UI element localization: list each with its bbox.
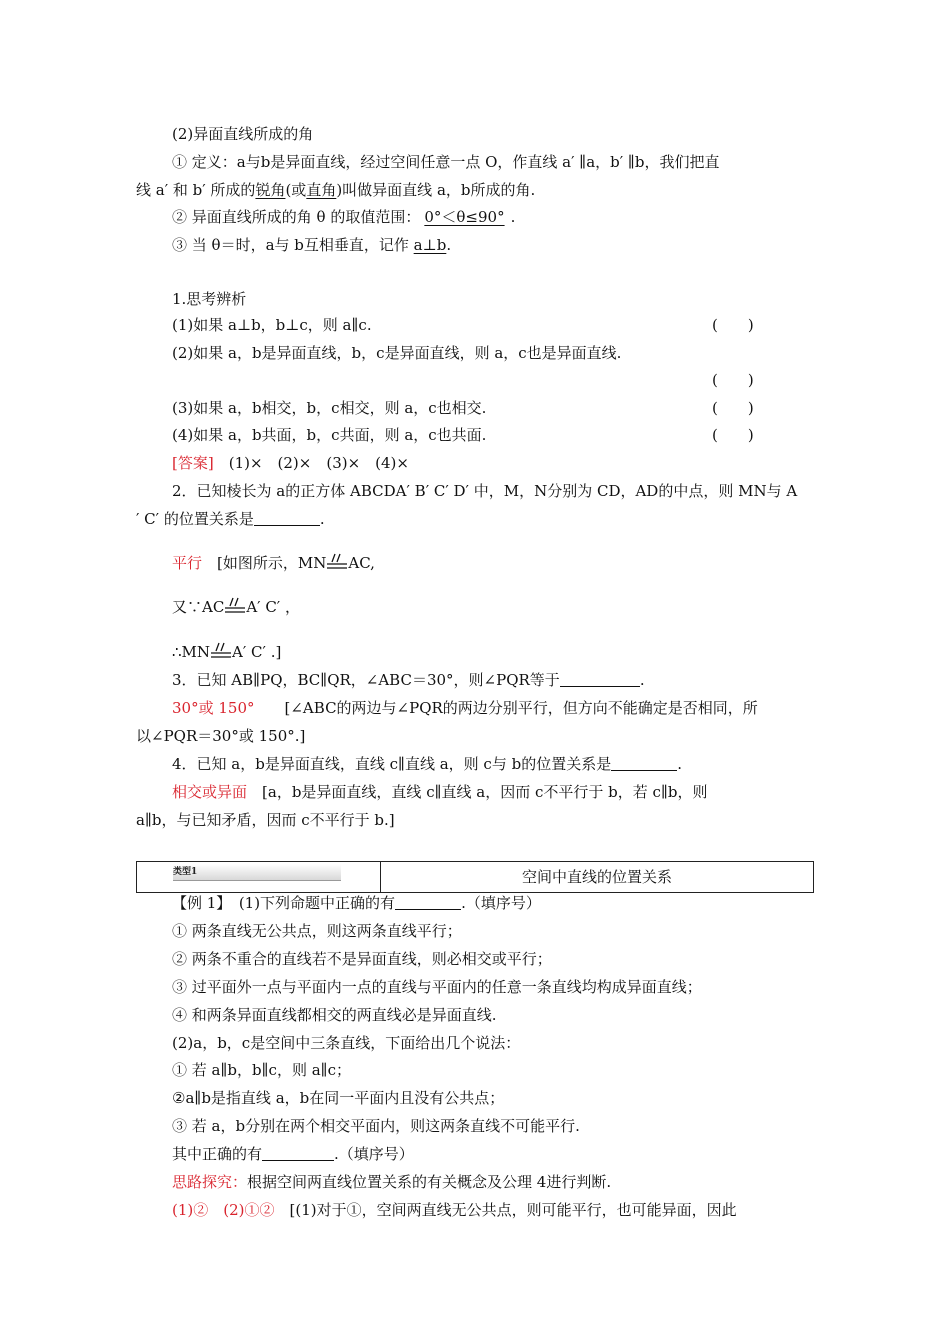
q2-end: . bbox=[319, 510, 325, 528]
answer-text: (1)× (2)× (3)× (4)× bbox=[213, 454, 409, 472]
q2-solution-3 bbox=[172, 642, 281, 662]
q2-solution-2 bbox=[172, 597, 300, 617]
q1-item-1: (1)如果 a⊥b，b⊥c，则 a∥c. bbox=[172, 316, 372, 334]
range-end: . bbox=[510, 208, 516, 226]
example-prompt-end: .（填序号） bbox=[461, 894, 541, 912]
q2-solution-1 bbox=[172, 553, 375, 573]
q3-text: 3．已知 AB∥PQ，BC∥QR，∠ABC＝30°，则∠PQR等于 bbox=[172, 671, 560, 689]
q1-item-3: (3)如果 a，b相交，b，c相交，则 a，c也相交. bbox=[172, 399, 487, 417]
perpendicular-line bbox=[172, 235, 451, 255]
list-item: ① 两条直线无公共点，则这两条直线平行； bbox=[172, 922, 462, 940]
example-part-2: (2)a，b，c是空间中三条直线，下面给出几个说法： bbox=[172, 1034, 521, 1052]
perp-end: . bbox=[446, 236, 452, 254]
q3-sol-text: [∠ABC的两边与∠PQR的两边分别平行，但方向不能确定是否相同，所 bbox=[284, 699, 758, 717]
q1-paren-3: ( ) bbox=[712, 399, 754, 417]
q2-sol-text-e: ∴MN bbox=[172, 643, 211, 661]
answer-acute-angle: 锐角 bbox=[255, 181, 286, 199]
type-badge: 类型1 bbox=[173, 864, 341, 881]
list-item: ③ 若 a，b分别在两个相交平面内，则这两条直线不可能平行. bbox=[172, 1117, 580, 1135]
definition-line-2 bbox=[136, 180, 535, 200]
answer-right-angle: 直角 bbox=[306, 181, 337, 199]
type-header bbox=[136, 861, 814, 893]
q1-paren-2: ( ) bbox=[712, 371, 754, 389]
example-label: 【例 1】 bbox=[172, 894, 224, 912]
parallel-equal-icon bbox=[210, 642, 232, 660]
idea-line bbox=[172, 1172, 611, 1192]
q2-line-1: 2．已知棱长为 a的正方体 ABCDA′ B′ C′ D′ 中，M，N分别为 CD，AD的中点，则 MN与 A bbox=[172, 482, 798, 500]
q2-blank bbox=[254, 511, 320, 526]
list-item: ④ 和两条异面直线都相交的两直线必是异面直线. bbox=[172, 1006, 497, 1024]
example-question-text: 其中正确的有 bbox=[172, 1145, 263, 1163]
q2-line-2 bbox=[136, 509, 325, 529]
q2-sol-text-a: [如图所示，MN bbox=[217, 554, 327, 572]
q4-sol-text: [a，b是异面直线，直线 c∥直线 a，因而 c不平行于 b，若 c∥b，则 bbox=[262, 783, 708, 801]
range-text: ② 异面直线所成的角 θ 的取值范围： bbox=[172, 208, 421, 226]
type-title: 空间中直线的位置关系 bbox=[521, 868, 672, 886]
example-blank-2 bbox=[262, 1146, 334, 1161]
example-solution bbox=[172, 1200, 737, 1220]
idea-text: 根据空间两直线位置关系的有关概念及公理 4进行判断. bbox=[247, 1173, 612, 1191]
example-blank-1 bbox=[395, 895, 461, 910]
definition-text-b: (或 bbox=[285, 181, 307, 199]
q4-line-1 bbox=[172, 754, 682, 774]
q2-sol-text-f: A′ C′ .] bbox=[232, 643, 282, 661]
list-item: ③ 过平面外一点与平面内一点的直线与平面内的任意一条直线均构成异面直线； bbox=[172, 978, 702, 996]
perp-text: ③ 当 θ＝时，a与 b互相垂直，记作 bbox=[172, 236, 414, 254]
q2-text: ′ C′ 的位置关系是 bbox=[136, 510, 254, 528]
answer-label: [答案] bbox=[172, 454, 214, 472]
q2-sol-text-c: 又∵AC bbox=[172, 598, 225, 616]
q1-answer bbox=[172, 453, 409, 473]
definition-line-1: ① 定义：a与b是异面直线，经过空间任意一点 O，作直线 a′ ∥a，b′ ∥b，我们把直 bbox=[172, 153, 720, 171]
parallel-equal-icon bbox=[224, 597, 246, 615]
example-question bbox=[172, 1144, 414, 1164]
q4-blank bbox=[611, 756, 677, 771]
q1-paren-4: ( ) bbox=[712, 426, 754, 444]
q4-solution-1 bbox=[172, 782, 707, 802]
q3-solution-2: 以∠PQR＝30°或 150°.] bbox=[136, 727, 306, 745]
parallel-equal-icon bbox=[326, 553, 348, 571]
q3-line-1 bbox=[172, 670, 645, 690]
q1-title: 1.思考辨析 bbox=[172, 290, 247, 308]
q2-answer: 平行 bbox=[172, 554, 203, 572]
q1-item-2: (2)如果 a，b是异面直线，b，c是异面直线，则 a，c也是异面直线. bbox=[172, 344, 622, 362]
example-question-end: .（填序号） bbox=[334, 1145, 414, 1163]
definition-text-c: )叫做异面直线 a，b所成的角. bbox=[336, 181, 536, 199]
q2-sol-text-d: A′ C′ ， bbox=[246, 598, 300, 616]
example-solution-text: [(1)对于①，空间两直线无公共点，则可能平行，也可能异面，因此 bbox=[289, 1201, 737, 1219]
list-item: ① 若 a∥b，b∥c，则 a∥c； bbox=[172, 1061, 351, 1079]
perp-answer: a⊥b bbox=[413, 236, 447, 254]
q4-text: 4．已知 a，b是异面直线，直线 c∥直线 a，则 c与 b的位置关系是 bbox=[172, 755, 612, 773]
idea-label: 思路探究： bbox=[172, 1173, 248, 1191]
q4-end: . bbox=[677, 755, 682, 773]
q2-sol-text-b: AC, bbox=[348, 554, 375, 572]
example-prompt: (1)下列命题中正确的有 bbox=[223, 894, 396, 912]
range-answer: 0°＜θ≤90° bbox=[424, 208, 505, 226]
list-item: ② 两条不重合的直线若不是异面直线，则必相交或平行； bbox=[172, 950, 552, 968]
example-line bbox=[172, 893, 541, 913]
q1-item-4: (4)如果 a，b共面，b，c共面，则 a，c也共面. bbox=[172, 426, 487, 444]
definition-text-a: 线 a′ 和 b′ 所成的 bbox=[136, 181, 256, 199]
q3-answer: 30°或 150° bbox=[172, 699, 255, 717]
list-item: ②a∥b是指直线 a，b在同一平面内且没有公共点； bbox=[172, 1089, 505, 1107]
q4-answer: 相交或异面 bbox=[172, 783, 248, 801]
section-heading: (2)异面直线所成的角 bbox=[172, 125, 314, 143]
example-answer: (1)② (2)①② bbox=[172, 1201, 275, 1219]
q4-solution-2: a∥b，与已知矛盾，因而 c不平行于 b.] bbox=[136, 811, 395, 829]
q3-blank bbox=[560, 672, 640, 687]
angle-range-line bbox=[172, 207, 515, 227]
q1-paren-1: ( ) bbox=[712, 316, 754, 334]
q3-solution-1 bbox=[172, 698, 758, 718]
q3-end: . bbox=[639, 671, 645, 689]
